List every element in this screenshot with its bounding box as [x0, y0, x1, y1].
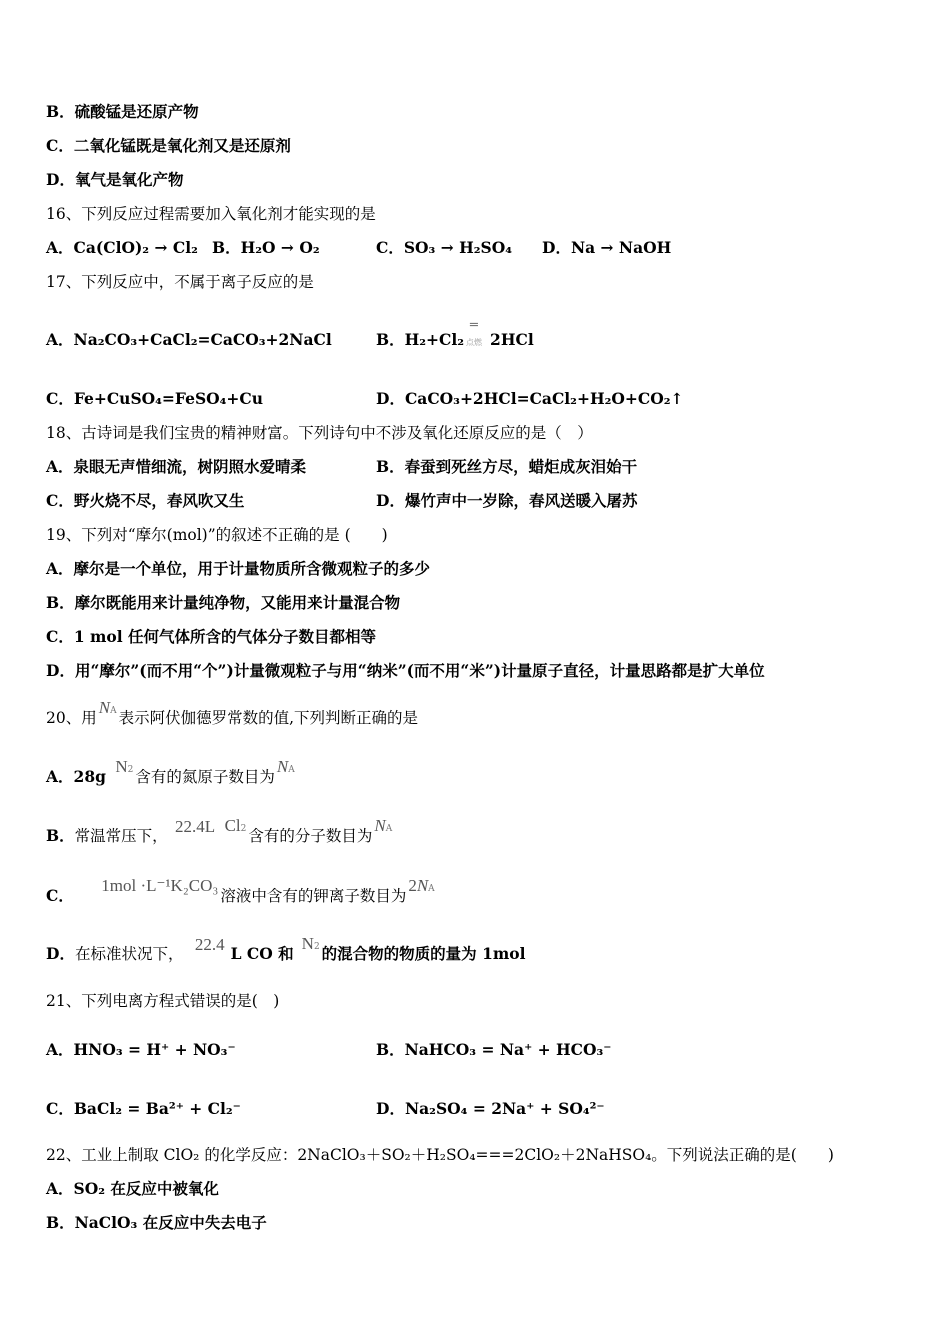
q18-option-b: B．春蚕到死丝方尽，蜡炬成灰泪始干 [376, 457, 638, 476]
q22-option-b: B．NaClO₃ 在反应中失去电子 [46, 1213, 267, 1232]
q16-option-a: A．Ca(ClO)₂ → Cl₂ [46, 238, 198, 257]
q15-option-d: D．氧气是氧化产物 [46, 170, 184, 189]
q21-option-b: B．NaHCO₃ = Na⁺ + HCO₃⁻ [376, 1040, 612, 1059]
q16-option-c: C．SO₃ → H₂SO₄ [376, 238, 513, 257]
q21-stem: 21、下列电离方程式错误的是( ) [46, 992, 280, 1010]
q17-option-d: D．CaCO₃+2HCl=CaCl₂+H₂O+CO₂↑ [376, 389, 684, 408]
q19-option-b: B．摩尔既能用来计量纯净物，又能用来计量混合物 [46, 593, 401, 612]
q19-stem: 19、下列对“摩尔(mol)”的叙述不正确的是 ( ) [46, 526, 388, 544]
q16-option-d: D．Na → NaOH [542, 238, 672, 257]
q21-option-d: D．Na₂SO₄ = 2Na⁺ + SO₄²⁻ [376, 1099, 605, 1118]
q22-option-a: A．SO₂ 在反应中被氧化 [46, 1179, 219, 1198]
q18-stem: 18、古诗词是我们宝贵的精神财富。下列诗句中不涉及氧化还原反应的是（ ） [46, 424, 593, 442]
q15-option-b: B．硫酸锰是还原产物 [46, 102, 199, 121]
q19-option-c: C．1 mol 任何气体所含的气体分子数目都相等 [46, 627, 377, 646]
q16-option-b: B．H₂O → O₂ [212, 238, 320, 257]
q20-option-d: D．在标准状况下， 22.4 L CO 和N2 的混合物的物质的量为 1mol [46, 934, 526, 963]
q18-option-a: A．泉眼无声惜细流，树阴照水爱晴柔 [46, 457, 307, 476]
q21-option-c: C．BaCl₂ = Ba²⁺ + Cl₂⁻ [46, 1099, 241, 1118]
q22-stem: 22、工业上制取 ClO₂ 的化学反应：2NaClO₃＋SO₂＋H₂SO₄===2ClO₂＋2NaHSO₄。下列说法正确的是( ) [46, 1146, 834, 1164]
q20-option-b: B．常温常压下， 22.4L Cl2 含有的分子数目为NA [46, 816, 393, 845]
q20-stem: 20、用NA 表示阿伏伽德罗常数的值,下列判断正确的是 [46, 698, 419, 727]
q15-option-c: C．二氧化锰既是氧化剂又是还原剂 [46, 136, 291, 155]
q17-stem: 17、下列反应中，不属于离子反应的是 [46, 273, 314, 291]
q17-option-c: C．Fe+CuSO₄=FeSO₄+Cu [46, 389, 264, 408]
q17-option-a: A．Na₂CO₃+CaCl₂=CaCO₃+2NaCl [46, 330, 332, 349]
q21-option-a: A．HNO₃ = H⁺ + NO₃⁻ [46, 1040, 236, 1059]
q20-option-c: C． 1mol ·L⁻¹K₂CO₃溶液中含有的钾离子数目为2NA [46, 876, 435, 905]
q16-stem: 16、下列反应过程需要加入氧化剂才能实现的是 [46, 205, 376, 223]
q17-option-b: B．H₂+Cl₂ ═ 点燃 2HCl [376, 318, 534, 349]
reaction-condition: ═ 点燃 [466, 318, 483, 347]
q19-option-a: A．摩尔是一个单位，用于计量物质所含微观粒子的多少 [46, 559, 431, 578]
q18-option-d: D．爆竹声中一岁除，春风送暖入屠苏 [376, 491, 638, 510]
q18-option-c: C．野火烧不尽，春风吹又生 [46, 491, 245, 510]
q19-option-d: D．用“摩尔”(而不用“个”)计量微观粒子与用“纳米”(而不用“米”)计量原子直径，计量思路都是扩大单位 [46, 661, 765, 680]
q20-option-a: A．28g N2 含有的氮原子数目为NA [46, 757, 295, 786]
